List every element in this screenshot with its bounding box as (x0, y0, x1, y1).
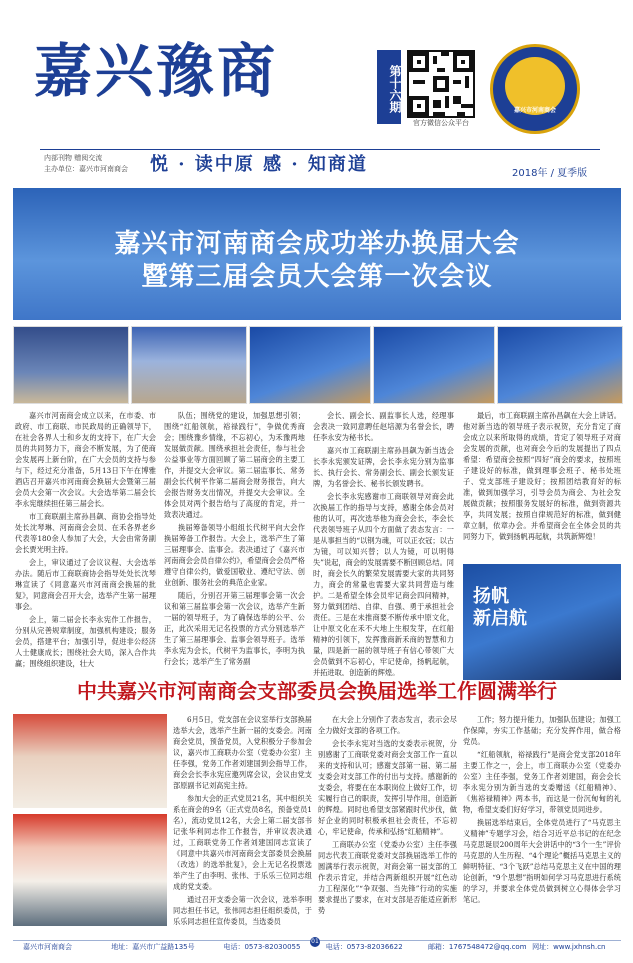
footer-phone-2: 电话：0573-82036622 (325, 943, 403, 951)
paragraph: 会上，审议通过了会议议程、大会选举办法。随后市工商联商协会指导处处长沈琴琳宣读了《同意嘉兴市河南商会换届的批复》，同意商会召开大会，选举产生第一届理事会。 (15, 558, 156, 611)
paragraph: 工商联办公室（党委办公室）主任李强同志代表工商联党委对支部换届选举工作的圆满举行表示祝贺，对商会第一届支部的工作表示肯定，并结合两新组织开展“红色动力工程深化”“争双强、当先锋”行动的实施要求提出了要求，在对支部是否能适应新形势 (318, 840, 457, 915)
footer-website[interactable]: 网址：www.jxhnsh.cn (532, 943, 606, 951)
meta-line-2: 主办单位：嘉兴市河南商会 (44, 165, 128, 173)
paragraph: 会上，第二届会长李永宪作工作报告，分别从完善规章制度，加强机构建设；服务会员，搭建平台；加强引导，促进非公经济人士健康成长；围绕社会大局，深入合作共赢；围绕组织建设，壮大 (15, 615, 156, 668)
slogan: 悦 · 读中原 感 · 知商道 (150, 154, 368, 175)
photo-stage-banner (131, 326, 247, 404)
meta-line-1: 内部刊物 赠阅交流 (44, 154, 103, 162)
masthead-title: 嘉兴豫商 (34, 37, 279, 105)
headline-line-1: 嘉兴市河南商会成功举办换届大会 (114, 229, 520, 259)
article2-column-2 (173, 714, 312, 936)
page-number: 01 (311, 938, 319, 945)
article1-column-2 (164, 410, 305, 676)
stage-banner-text (473, 586, 527, 630)
photo-group (13, 814, 167, 926)
photo-award-1 (249, 326, 371, 404)
paragraph: 通过召开支委会第一次会议，选举李明同志担任书记，张伟同志担任组织委员，于乐乐同志担任宣传委员，当选委员 (173, 895, 312, 926)
footer (23, 942, 623, 952)
qr-caption: 官方微信公众平台 (413, 119, 469, 127)
paragraph: 工作；努力提升能力，加强队伍建设；加强工作保障，夯实工作基础；充分发挥作用，做合格党员。 (463, 715, 621, 746)
stage-text-2: 新启航 (473, 608, 527, 629)
photo-award-2 (373, 326, 495, 404)
footer-phone-1: 电话：0573-82030055 (223, 943, 301, 951)
paragraph: 最后，市工商联副主席孙昌飙在大会上讲话。他对新当选的领导班子表示祝贺，充分肯定了商会成立以来所取得的成绩，肯定了领导班子对商会发展的贡献，也对商会今后的发展提出了四点希望：希望商会按照“四好”商会的要求，按照班子建设好的标准，做到理事会班子、秘书处班子、党支部班子建设好；按照团结教育好的标准，做到加强学习，引导会员为商会、为社会发展做贡献；按照服务发展好的标准，做到资源共享，共同发展；按照自律规范好的标准，做到健章立制，依章办会。并希望商会在全体会员的共同努力下，做到扬帆再起航，共筑新辉煌！ (463, 411, 621, 541)
main-headline (13, 228, 621, 294)
logo-label: 嘉兴市河南商会 (513, 107, 556, 114)
footer-address: 地址：嘉兴市广益路135号 (111, 943, 195, 951)
season-label: 2018年 / 夏季版 (512, 168, 588, 179)
article1-column-4 (463, 410, 621, 560)
chamber-logo (490, 44, 580, 134)
paragraph: 换届选举结束后，全体党员进行了“马克思主义精神”专题学习会，结合习近平总书记的在纪念马克思诞辰200周年大会讲话中的“3个一生”评价马克思的人生历程、“4个理论”概括马克思主义的鲜明特征、“3个飞跃”总结马克思主义在中国的理论创新，“9个思想”指明如何学习马克思进行系统的学习，并要求全体党员做到树立心得体会学习笔记。 (463, 818, 621, 904)
paragraph: 6月5日，党支部在会议室举行支部换届选举大会，选举产生新一届的支委会。河南商会党员，预备党员，入党积极分子参加会议，嘉兴市工商联办公室（党委办公室）主任李强，党务工作者刘建国到会指导工作，商会会长李永宪应邀列席会议，会议由党支部原副书记刘高宪主持。 (173, 715, 312, 790)
article1-column-1 (15, 410, 156, 676)
paragraph: 嘉兴市河南商会成立以来，在市委、市政府、市工商联、市民政局的正确领导下，在社会各界人士和乡友的支持下，在广大会员的共同努力下，商会不断发展，为了使商会发展再上新台阶，在广大会员的支持与参与下，经过充分准备，5月13日下午在博雅酒店召开嘉兴市河南商会换届大会暨第三届会员大会第一次会议。大会选举第二届会长李永宪继续担任第三届会长。 (15, 411, 156, 508)
paragraph: 随后，分别召开第三届理事会第一次会议和第三届监事会第一次会议，选举产生新一届的领导班子，为了确保选举的公平、公正，此次采用无记名投票的方式分别选举产生了第三届理事会、监事会领导班子。选举李永宪为会长，代树平为监事长，李明为执行会长；选举产生了常务副 (164, 591, 305, 666)
photo-meeting-hall (13, 326, 129, 404)
qr-code-icon (407, 50, 475, 118)
article2-column-3 (318, 714, 457, 936)
paragraph: “红船领航，裕禄践行”是商会党支部2018年主要工作之一，会上，市工商联办公室（党委办公室）主任李强，党务工作者刘建国，商会会长李永宪分别为新当选的支委赠送《红船精神》、《焦裕禄精神》两本书，而这是一份沉甸甸的礼物，希望支委们好好学习，带领党员同进步。 (463, 750, 621, 814)
article2-column-4 (463, 714, 621, 936)
paragraph: 队伍；围绕党的建设，加强思想引领；围绕“红船领航，裕禄践行”，争做优秀商会；围绕豫乡情缘，不忘初心，为禾豫两地发展做贡献。围绕承担社会责任，参与社会公益事业等方面回顾了第二届商会的主要工作，并提交大会审议。第二届监事长、常务副会长代树平作第二届商会财务报告，向大会报告财务支出情况，并提交大会审议。全体会员对两个报告给与了高度的肯定，并一致表决通过。 (164, 411, 305, 519)
footer-org: 嘉兴市河南商会 (23, 943, 72, 951)
paragraph: 会长李永宪感谢市工商联领导对商会此次换届工作的指导与支持，感谢全体会员对他的认可，再次选举他为商会会长，李会长代表领导班子从四个方面做了表态发言：一是从事担当的“以钢为魂，可以正衣冠；以古为镜，可以知兴替；以人为镜，可以明得失”说起，商会的发展需要不断回顾总结。同时，商会长久的繁荣发展需要大家的共同努力，商会的常量也需要大家共同营造与维护。二是希望全体会员牢记商会四问精神，努力做到团结、自律、自强、勇于承担社会责任。三是在未推商要不断传承中原文化，让中原文化在禾不大地上生根发芽，在红船精神的引领下，发挥豫商新禾商的智慧和力量，四是新一届的领导班子有信心带领广大会员做到不忘初心，牢记使命，扬帆起航，并拓进取，创造新的辉煌。 (313, 492, 454, 676)
paragraph: 参加大会的正式党员21名，其中组织关系在商会的9名（正式党员8名，预备党员1名），流动党员12名，大会上第二届支部书记张华利同志作工作报告，并审议表决通过，工商联党务工作者刘建国同志宣读了《同意中共嘉兴市河南商会支部委员会换届（改选）的选举批复》，会上无记名投票选举产生了由李明、张伟、于乐乐三位同志组成的党支委。 (173, 794, 312, 891)
paragraph: 会长李永宪对当选的支委表示祝贺，分别感谢了工商联党委对商会支部工作一直以来的支持和认可；感谢支部第一届、第二届支委会对支部工作的付出与支持。感谢新的支委会，将要在在本职岗位上做好工作，切实履行自己的职责，发挥引导作用，创造新的辉煌。同时也希望支部紧跟时代步伐，做好企业的同时积极承担社会责任，不忘初心，牢记使命，传承和弘扬“红船精神”。 (318, 739, 457, 836)
photo-award-3 (497, 326, 623, 404)
masthead-meta (44, 153, 128, 175)
paragraph: 换届筹备领导小组组长代树平向大会作换届筹备工作报告。大会上，选举产生了第三届理事会、监事会。表决通过了《嘉兴市河南商会会员自律公约》，希望商会会员严格遵守自律公约，做爱国敬业、遵纪守法、创业创新、服务社会的典范企业家。 (164, 523, 305, 587)
article1-column-3 (313, 410, 454, 676)
photo-party-meeting (13, 714, 167, 808)
paragraph: 嘉兴市工商联副主席孙昌飙为新当选会长李永宪颁发证牌，会长李永宪分别为监事长、执行会长、常务副会长、副会长颁发证牌，为名誉会长、秘书长颁发聘书。 (313, 446, 454, 488)
paragraph: 会长、副会长、副监事长人选，经理事会表决一致同意聘任赵培源为名誉会长，聘任李永安为秘书长。 (313, 411, 454, 442)
paragraph: 市工商联副主席孙昌飙、商协会指导处处长沈琴琳、河南商会会员、在禾各界老乡代表等180余人参加了大会，大会由常务副会长贾光明主持。 (15, 512, 156, 554)
issue-badge: 第十六期 (377, 50, 401, 124)
footer-email: 邮箱：1767548472@qq.com (427, 943, 527, 951)
paragraph: 在大会上分别作了表态发言，表示会尽全力做好支部的各项工作。 (318, 715, 457, 735)
photo-conference-stage (463, 564, 621, 680)
secondary-headline: 中共嘉兴市河南商会支部委员会换届选举工作圆满举行 (77, 679, 557, 703)
headline-line-2: 暨第三届会员大会第一次会议 (141, 262, 493, 292)
stage-text-1: 扬帆 (473, 586, 509, 607)
